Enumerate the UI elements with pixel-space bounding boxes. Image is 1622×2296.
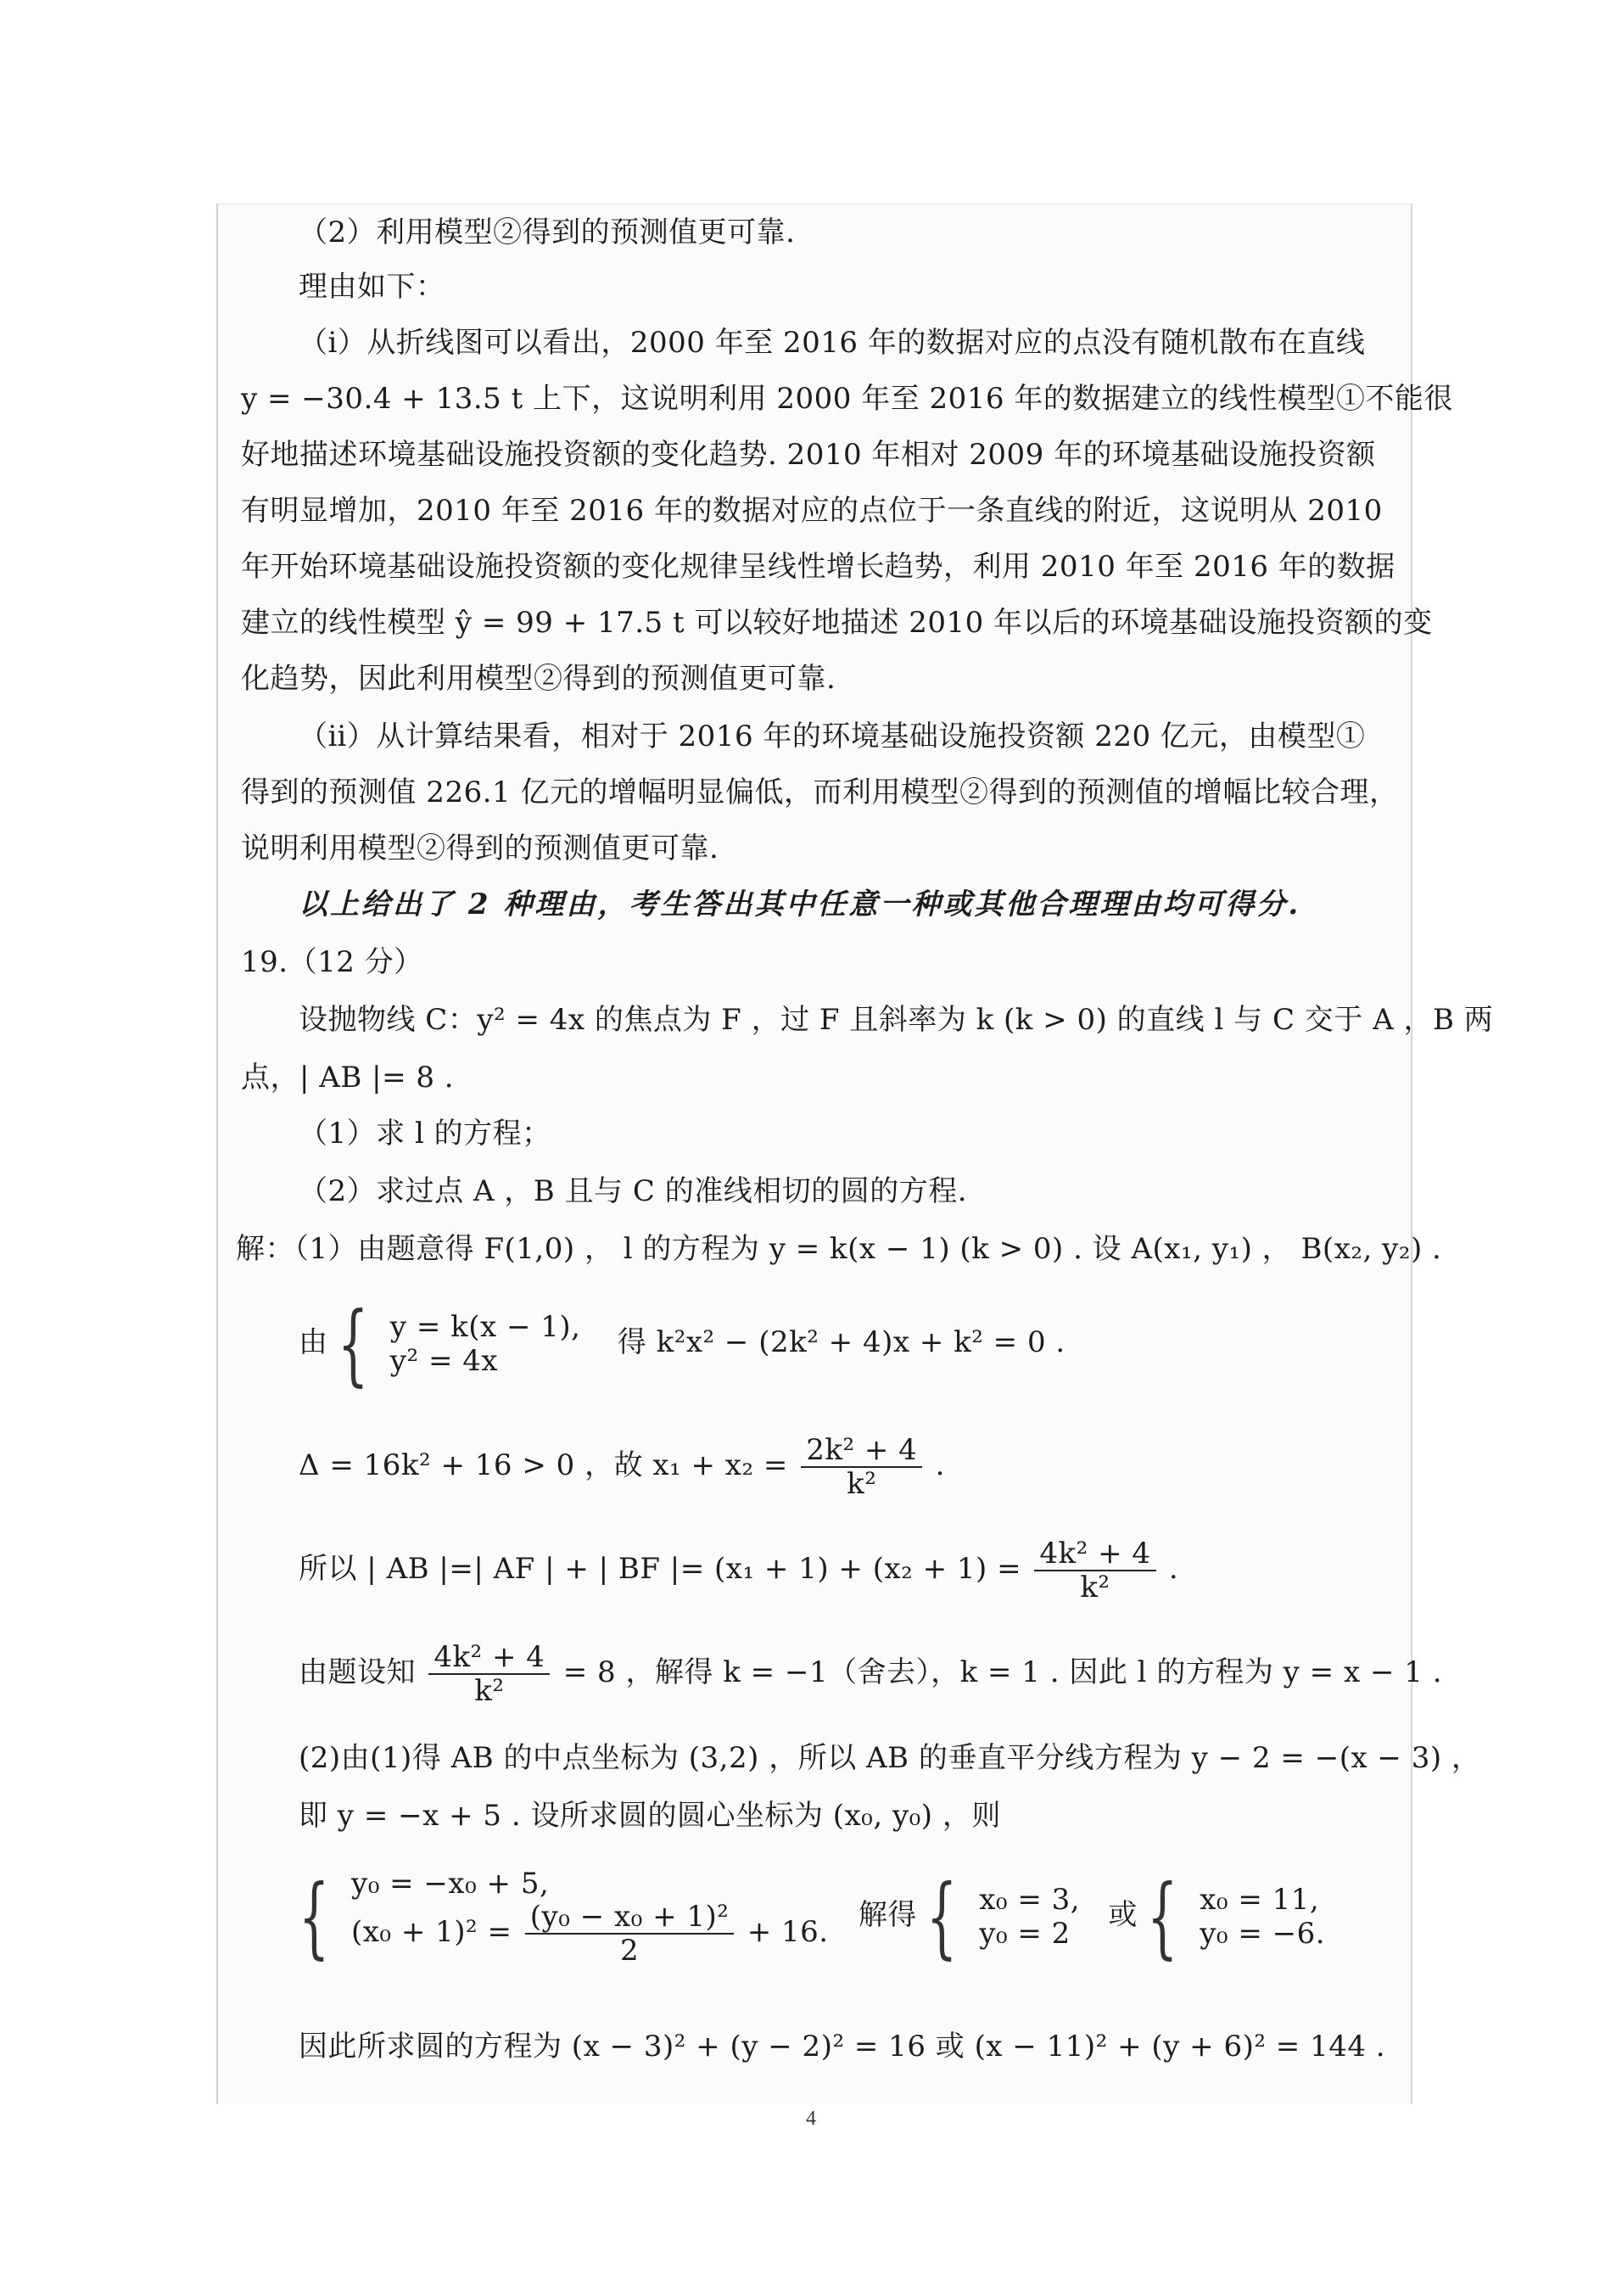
- solution-b-row-1: x₀ = 11,: [1200, 1883, 1320, 1917]
- system-2-row-2-right: + 16.: [747, 1915, 829, 1949]
- fraction-denominator: k²: [474, 1674, 505, 1708]
- system-equations-2: [299, 1867, 1325, 1967]
- system-2-row-2-left: (x₀ + 1)² =: [350, 1915, 512, 1949]
- problem-19-statement-1: 设抛物线 C：y² = 4x 的焦点为 F ，过 F 且斜率为 k (k > 0) 的直线 l 与 C 交于 A ，B 两: [299, 1003, 1494, 1037]
- problem-19-part-1: （1）求 l 的方程；: [299, 1117, 551, 1151]
- reason-i-line-4: 有明显增加，2010 年至 2016 年的数据对应的点位于一条直线的附近，这说明从 2010: [241, 494, 1383, 528]
- reason-ii-line-3: 说明利用模型②得到的预测值更可靠.: [241, 832, 719, 865]
- fraction: [428, 1641, 550, 1707]
- reason-i-line-2: y = −30.4 + 13.5 t 上下，这说明利用 2000 年至 2016 年的数据建立的线性模型①不能很: [241, 382, 1453, 416]
- brace-glyph: {: [337, 1292, 369, 1396]
- reason-ii-line-1: （ⅱ）从计算结果看，相对于 2016 年的环境基础设施投资额 220 亿元，由模型①: [299, 720, 1366, 753]
- system-2-row-1: y₀ = −x₀ + 5,: [350, 1867, 550, 1901]
- fraction-denominator: k²: [847, 1467, 877, 1501]
- solution-part-2-line-1: (2)由(1)得 AB 的中点坐标为 (3,2) ，所以 AB 的垂直平分线方程为 y − 2 = −(x − 3) ，: [299, 1741, 1481, 1775]
- solution-b: [1200, 1883, 1325, 1951]
- fraction-numerator: 4k² + 4: [1034, 1537, 1155, 1571]
- discriminant-line: [299, 1434, 945, 1500]
- brace-glyph: {: [299, 1865, 330, 1968]
- ab-length-end: .: [1168, 1552, 1179, 1586]
- discriminant-text: Δ = 16k² + 16 > 0 ，故 x₁ + x₂ =: [299, 1448, 788, 1482]
- solution-a-row-1: x₀ = 3,: [979, 1883, 1081, 1917]
- system-1-rows: [390, 1310, 581, 1378]
- problem-19-statement-2: 点，| AB |= 8 .: [241, 1061, 455, 1095]
- or-label: 或: [1108, 1898, 1138, 1932]
- brace-glyph: {: [1147, 1865, 1178, 1968]
- solve-k-result: = 8 ，解得 k = −1（舍去），k = 1 . 因此 l 的方程为 y = x − 1 .: [562, 1655, 1442, 1689]
- reason-i-line-7: 化趋势，因此利用模型②得到的预测值更可靠.: [241, 662, 836, 696]
- system-1-row-2: y² = 4x: [389, 1344, 499, 1378]
- solution-a-row-2: y₀ = 2: [979, 1917, 1071, 1951]
- discriminant-end: .: [935, 1448, 945, 1482]
- ab-length-line: [299, 1537, 1178, 1604]
- reason-i-line-5: 年开始环境基础设施投资额的变化规律呈线性增长趋势，利用 2010 年至 2016 年的数据: [241, 550, 1395, 584]
- solve-k-line: [299, 1641, 1442, 1707]
- solution-a: [979, 1883, 1080, 1951]
- reason-i-line-1: （ⅰ）从折线图可以看出，2000 年至 2016 年的数据对应的点没有随机散布在直线: [299, 326, 1366, 360]
- system-1-result: 得 k²x² − (2k² + 4)x + k² = 0 .: [617, 1325, 1065, 1359]
- reason-i-line-6: 建立的线性模型 ŷ = 99 + 17.5 t 可以较好地描述 2010 年以后的环境基础设施投资额的变: [241, 606, 1433, 640]
- brace-glyph: {: [926, 1865, 958, 1968]
- fraction-numerator: (y₀ − x₀ + 1)²: [525, 1901, 735, 1935]
- fraction-denominator: k²: [1080, 1571, 1110, 1604]
- fraction: [1034, 1537, 1155, 1604]
- page-number: 4: [806, 2108, 816, 2130]
- reasons-heading: 理由如下：: [299, 270, 445, 304]
- solution-part-1-start: 解：（1）由题意得 F(1,0) ， l 的方程为 y = k(x − 1) (k > 0) . 设 A(x₁, y₁) ， B(x₂, y₂) .: [236, 1232, 1442, 1266]
- fraction-denominator: 2: [620, 1934, 640, 1968]
- ab-length-text: 所以 | AB |=| AF | + | BF |= (x₁ + 1) + (x₂ + 1) =: [299, 1552, 1022, 1586]
- solution-b-row-2: y₀ = −6.: [1200, 1917, 1326, 1951]
- solve-k-prefix: 由题设知: [299, 1655, 416, 1689]
- fraction-numerator: 2k² + 4: [801, 1434, 922, 1468]
- grading-note: 以上给出了 2 种理由，考生答出其中任意一种或其他合理理由均可得分.: [299, 888, 1301, 921]
- model-2-more-reliable: （2）利用模型②得到的预测值更可靠.: [299, 216, 796, 249]
- solution-part-2-line-2: 即 y = −x + 5 . 设所求圆的圆心坐标为 (x₀, y₀) ，则: [299, 1799, 1001, 1833]
- fraction-numerator: 4k² + 4: [428, 1641, 550, 1675]
- fraction: [801, 1434, 922, 1500]
- fraction: [525, 1901, 735, 1967]
- system-equations-1: [299, 1292, 1065, 1396]
- problem-19-part-2: （2）求过点 A ，B 且与 C 的准线相切的圆的方程.: [299, 1174, 968, 1208]
- system-2-rows: [351, 1867, 829, 1967]
- reason-ii-line-2: 得到的预测值 226.1 亿元的增幅明显偏低，而利用模型②得到的预测值的增幅比较合理，: [241, 776, 1399, 809]
- circle-equation-result: 因此所求圆的方程为 (x − 3)² + (y − 2)² = 16 或 (x − 11)² + (y + 6)² = 144 .: [299, 2030, 1386, 2064]
- system-1-prefix: 由: [299, 1325, 328, 1359]
- problem-19-heading: 19.（12 分）: [241, 945, 423, 979]
- system-1-row-1: y = k(x − 1),: [389, 1310, 581, 1344]
- solve-label: 解得: [858, 1898, 917, 1932]
- system-2-row-2: [351, 1901, 829, 1967]
- reason-i-line-3: 好地描述环境基础设施投资额的变化趋势. 2010 年相对 2009 年的环境基础设施投资额: [241, 438, 1376, 472]
